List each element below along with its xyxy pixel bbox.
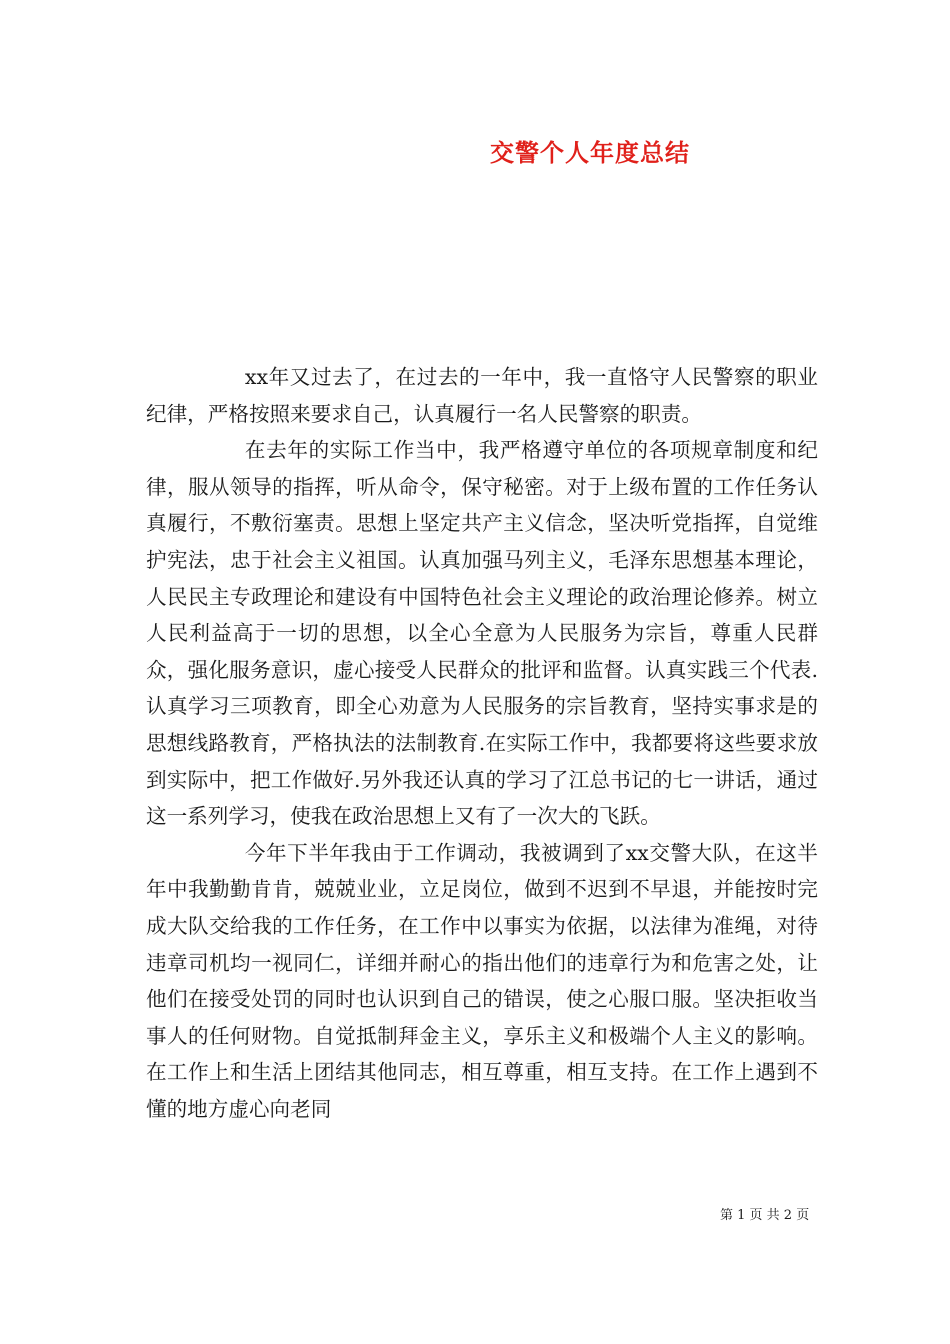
document-title: 交警个人年度总结: [490, 138, 690, 167]
paragraph-2: 在去年的实际工作当中，我严格遵守单位的各项规章制度和纪律，服从领导的指挥，听从命令，保守秘密。对于上级布置的工作任务认真履行，不敷衍塞责。思想上坚定共产主义信念，坚决听党指挥，自觉维护宪法，忠于社会主义祖国。认真加强马列主义，毛泽东思想基本理论，人民民主专政理论和建设有中国特色社会主义理论的政治理论修养。树立人民利益高于一切的思想，以全心全意为人民服务为宗旨，尊重人民群众，强化服务意识，虚心接受人民群众的批评和监督。认真实践三个代表.认真学习三项教育，即全心劝意为人民服务的宗旨教育，坚持实事求是的思想线路教育，严格执法的法制教育.在实际工作中，我都要将这些要求放到实际中，把工作做好.另外我还认真的学习了江总书记的七一讲话，通过这一系列学习，使我在政治思想上又有了一次大的飞跃。: [146, 438, 818, 829]
page-footer: 第 1 页 共 2 页: [720, 1208, 810, 1223]
document-body: [146, 359, 818, 1127]
paragraph-1: xx年又过去了，在过去的一年中，我一直恪守人民警察的职业纪律，严格按照来要求自己，认真履行一名人民警察的职责。: [146, 365, 818, 426]
paragraph-3: 今年下半年我由于工作调动，我被调到了xx交警大队，在这半年中我勤勤肯肯，兢兢业业，立足岗位，做到不迟到不早退，并能按时完成大队交给我的工作任务，在工作中以事实为依据，以法律为准绳，对待违章司机均一视同仁，详细并耐心的指出他们的违章行为和危害之处，让他们在接受处罚的同时也认识到自己的错误，使之心服口服。坚决拒收当事人的任何财物。自觉抵制拜金主义，享乐主义和极端个人主义的影响。在工作上和生活上团结其他同志，相互尊重，相互支持。在工作上遇到不懂的地方虚心向老同: [146, 840, 818, 1121]
